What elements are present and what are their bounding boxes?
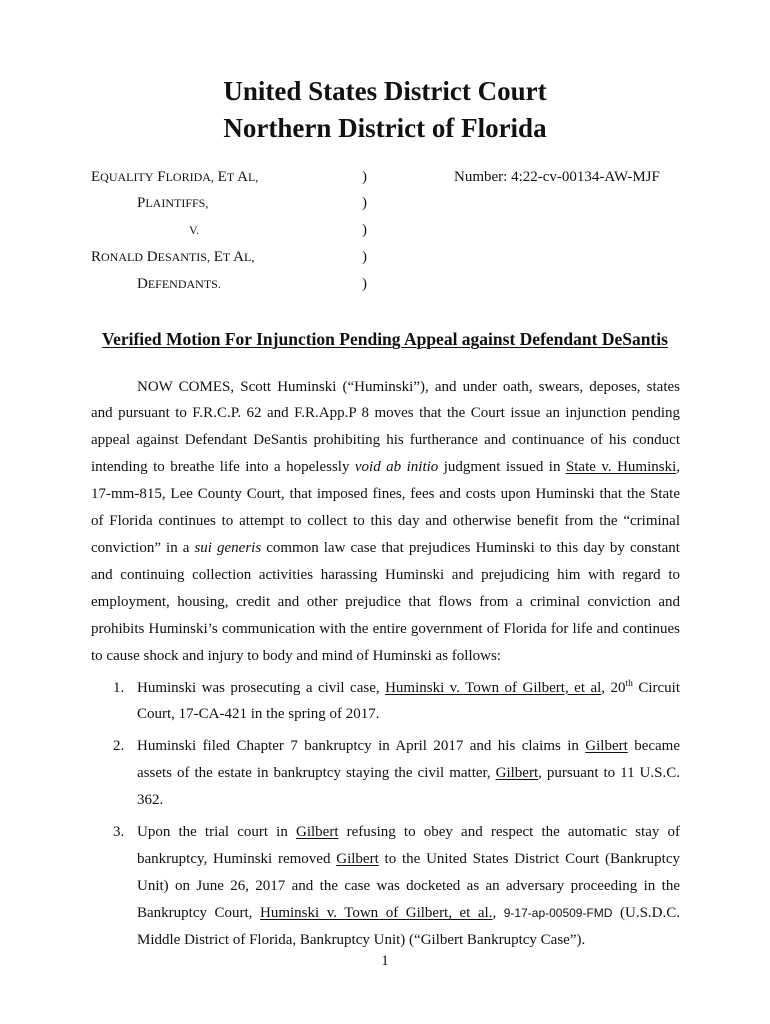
text-run: Bankruptcy Court, [137,904,260,921]
text-run: became [627,738,680,755]
latin-term: sui generis [194,539,262,556]
small-caps-fragment: L, [247,169,259,184]
numbered-list [113,675,681,954]
list-item-line [137,701,680,728]
text-run: appeal against Defendant DeSantis prohibiting his furtherance and continuance of his conduct [91,432,680,449]
text-run: Court, 17-CA-421 in the spring of 2017. [137,706,380,723]
list-item-line [137,900,680,927]
caption-row [0,164,770,191]
motion-body [91,374,680,670]
text-run: refusing to obey and respect the automatic stay of [338,824,680,841]
text-run: NOW COMES, Scott Huminski (“Huminski”), and under oath, swears, deposes, states [137,378,680,395]
case-citation: Gilbert [585,738,628,755]
text-run: judgment issued in [438,459,566,476]
case-citation: Gilbert [495,765,539,782]
text-run: (U.S.D.C. [612,904,681,921]
text-run: of Florida continues to attempt to collect to this day and otherwise benefit from the “criminal [91,513,680,530]
plaintiff-name: EQUALITY FLORIDA, ET AL, [91,168,259,185]
caption-paren: ) [362,275,367,292]
body-line [137,374,680,401]
text-run: to the United States District Court (Bankruptcy [378,851,680,868]
case-citation: Huminski v. Town of Gilbert, et al. [259,904,493,921]
defendants-label: DEFENDANTS. [137,275,221,292]
latin-term: void ab initio [354,459,439,476]
small-caps-fragment: LAINTIFFS, [145,196,209,211]
case-caption [0,164,770,298]
text-run: assets of the estate in bankruptcy staying the civil matter, [137,765,496,782]
numbered-item [113,733,680,814]
small-caps-fragment: ONALD [101,249,144,264]
text-run: 17-mm-815, Lee County Court, that imposed fines, fees and costs upon Huminski that the State [91,486,680,503]
defendant-name: RONALD DESANTIS, ET AL, [91,248,255,265]
text-run: Unit) on June 26, 2017 and the case was docketed as an adversary proceeding in the [137,878,680,895]
small-caps-fragment: L, [244,249,255,264]
caption-row [0,217,770,244]
caption-paren: ) [362,222,367,239]
text-run: Huminski was prosecuting a civil case, [137,679,386,696]
case-citation: Huminski v. Town of Gilbert, et al [385,679,602,696]
body-line [91,562,680,589]
case-number: Number: 4:22-cv-00134-AW-MJF [454,168,660,185]
text-run: to cause shock and injury to body and mind of Huminski as follows: [91,647,501,664]
case-citation: State v. Huminski [565,459,677,476]
text-run: , [676,459,680,476]
caption-paren: ) [362,195,367,212]
court-name: United States District Court [223,75,547,106]
list-item-line [137,760,680,787]
text-run: intending to breathe life into a hopelessly [91,459,355,476]
text-run: , [492,904,504,921]
text-run: bankruptcy, Huminski removed [137,851,337,868]
list-item-line [137,846,680,873]
text-run: employment, housing, credit and other prejudice that flows from a criminal conviction and [91,593,680,610]
motion-title [0,328,770,350]
item-number: 3. [113,824,125,841]
body-line [91,400,680,427]
caption-row [0,271,770,298]
text-run: Circuit [632,679,680,696]
docket-number: 9-17-ap-00509-FMD [503,905,613,920]
text-run: common law case that prejudices Huminski to this day by constant [261,539,680,556]
small-caps-fragment: QUALITY [100,169,154,184]
list-item-line [137,819,680,846]
text-run: and continuing collection activities harassing Huminski and prejudicing him with regard to [91,566,680,583]
body-line [91,481,680,508]
text-run: Middle District of Florida, Bankruptcy Unit) (“Gilbert Bankruptcy Case”). [137,931,586,948]
small-caps-fragment: EFENDANTS. [147,276,221,291]
text-run: and pursuant to F.R.C.P. 62 and F.R.App.P 8 moves that the Court issue an injunction pending [91,405,680,422]
text-run: Upon the trial court in [137,824,296,841]
text-run: , pursuant to 11 U.S.C. [538,765,680,782]
text-run: prohibits Huminski’s communication with the entire government of Florida for life and continues [91,620,680,637]
caption-row [0,190,770,217]
list-item-line [137,927,680,954]
numbered-item [113,819,681,954]
list-item-line [137,873,680,900]
body-line [91,508,680,535]
versus-label: V. [189,223,200,238]
text-run: 362. [137,792,164,809]
small-caps-fragment: T [222,249,231,264]
body-line [91,535,680,562]
case-citation: Gilbert [296,824,339,841]
court-district: Northern District of Florida [223,112,547,143]
text-run: , 20 [601,679,626,696]
body-line [91,427,680,454]
body-line [91,454,680,481]
numbered-item [113,675,680,729]
caption-paren: ) [362,248,367,265]
plaintiffs-label: PLAINTIFFS, [137,195,209,212]
item-number: 1. [113,679,125,696]
list-item-line [137,733,680,760]
item-number: 2. [113,738,125,755]
body-line [91,589,680,616]
page-number: 1 [381,953,389,969]
court-heading [0,73,770,147]
small-caps-fragment: T [226,169,235,184]
small-caps-fragment: LORIDA, [165,169,214,184]
caption-paren: ) [362,168,367,185]
list-item-line [137,787,680,814]
small-caps-fragment: ESANTIS, [157,249,210,264]
body-line [91,616,680,643]
ordinal-suffix: th [625,678,633,689]
caption-row [0,244,770,271]
body-line [91,643,680,670]
text-run: Huminski filed Chapter 7 bankruptcy in April 2017 and his claims in [137,738,586,755]
case-citation: Gilbert [336,851,379,868]
text-run: conviction” in a [91,539,195,556]
motion-title-text: Verified Motion For Injunction Pending Appeal against Defendant DeSantis [102,329,668,349]
list-item-line [137,675,680,702]
